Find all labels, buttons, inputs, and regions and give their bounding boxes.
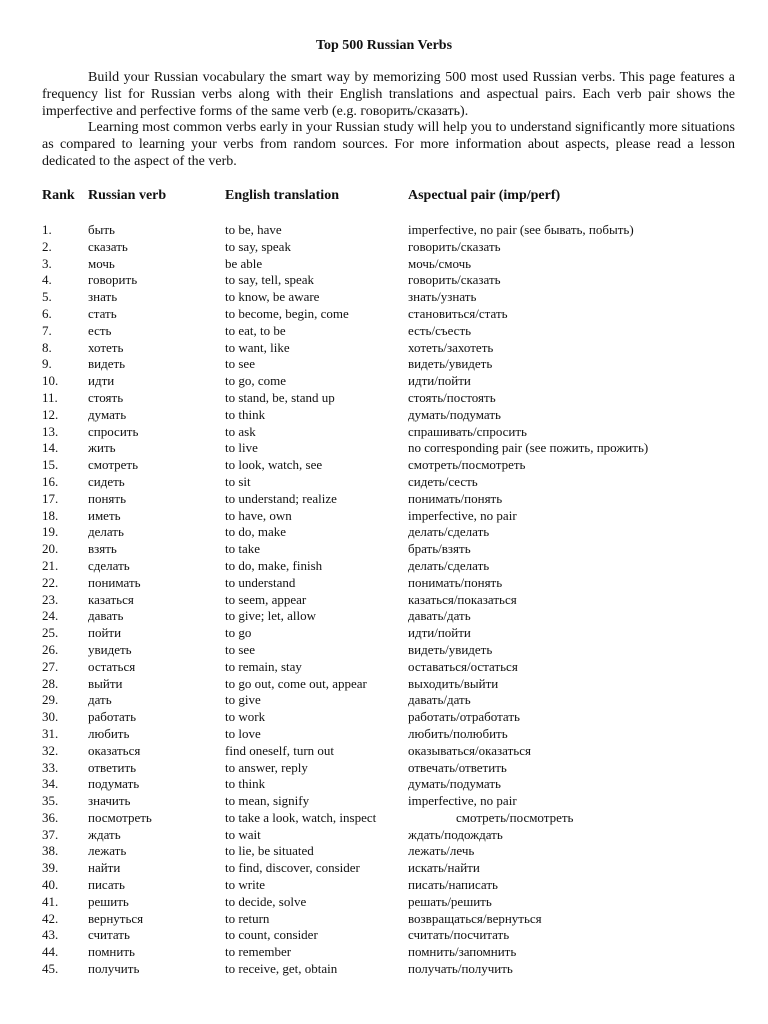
aspectual-pair-cell: no corresponding pair (see пожить, прожить)	[408, 440, 649, 456]
russian-verb-cell: понять	[88, 490, 127, 506]
rank-cell: 26.	[42, 641, 59, 657]
table-row	[42, 592, 742, 609]
table-row	[42, 608, 742, 625]
aspectual-pair-cell: работать/отработать	[408, 709, 520, 725]
table-row	[42, 272, 742, 289]
rank-cell: 14.	[42, 440, 59, 456]
rank-cell: 39.	[42, 860, 59, 876]
aspectual-pair-cell: давать/дать	[408, 692, 471, 708]
rank-cell: 38.	[42, 843, 59, 859]
rank-cell: 21.	[42, 557, 59, 573]
aspectual-pair-cell: давать/дать	[408, 608, 471, 624]
rank-cell: 32.	[42, 742, 59, 758]
english-translation-cell: to find, discover, consider	[225, 860, 360, 876]
rank-cell: 6.	[42, 305, 52, 321]
rank-cell: 13.	[42, 423, 59, 439]
aspectual-pair-cell: понимать/понять	[408, 490, 503, 506]
header-russian-verb: Russian verb	[88, 188, 167, 203]
table-row	[42, 843, 742, 860]
table-row	[42, 340, 742, 357]
aspectual-pair-cell: мочь/смочь	[408, 255, 472, 271]
english-translation-cell: find oneself, turn out	[225, 742, 335, 758]
table-row	[42, 424, 742, 441]
russian-verb-cell: спросить	[88, 423, 139, 439]
table-row	[42, 676, 742, 693]
aspectual-pair-cell: идти/пойти	[408, 373, 471, 389]
russian-verb-cell: считать	[88, 927, 130, 943]
aspectual-pair-cell: лежать/лечь	[408, 843, 475, 859]
russian-verb-cell: давать	[88, 608, 124, 624]
rank-cell: 11.	[42, 389, 58, 405]
aspectual-pair-cell: искать/найти	[408, 860, 480, 876]
english-translation-cell: to do, make, finish	[225, 557, 323, 573]
table-row	[42, 743, 742, 760]
russian-verb-cell: думать	[88, 406, 127, 422]
rank-cell: 37.	[42, 826, 59, 842]
english-translation-cell: to decide, solve	[225, 893, 307, 909]
rank-cell: 23.	[42, 591, 59, 607]
aspectual-pair-cell: ждать/подождать	[408, 826, 503, 842]
aspectual-pair-cell: отвечать/ответить	[408, 759, 507, 775]
rank-cell: 9.	[42, 356, 52, 372]
table-row	[42, 541, 742, 558]
rank-cell: 4.	[42, 272, 52, 288]
rank-cell: 25.	[42, 625, 59, 641]
english-translation-cell: to seem, appear	[225, 591, 307, 607]
aspectual-pair-cell: смотреть/посмотреть	[408, 457, 526, 473]
aspectual-pair-cell: оказываться/оказаться	[408, 742, 531, 758]
aspectual-pair-cell: возвращаться/вернуться	[408, 910, 542, 926]
rank-cell: 8.	[42, 339, 52, 355]
aspectual-pair-cell: imperfective, no pair	[408, 793, 517, 809]
aspectual-pair-cell: imperfective, no pair	[408, 507, 517, 523]
english-translation-cell: to think	[225, 776, 266, 792]
english-translation-cell: to remain, stay	[225, 658, 302, 674]
table-row	[42, 306, 742, 323]
aspectual-pair-cell: смотреть/посмотреть	[456, 809, 574, 825]
aspectual-pair-cell: говорить/сказать	[408, 272, 501, 288]
russian-verb-cell: дать	[88, 692, 112, 708]
russian-verb-cell: подумать	[88, 776, 140, 792]
english-translation-cell: to eat, to be	[225, 322, 286, 338]
russian-verb-cell: казаться	[88, 591, 134, 607]
english-translation-cell: to take a look, watch, inspect	[225, 809, 377, 825]
table-row	[42, 289, 742, 306]
english-translation-cell: to be, have	[225, 222, 282, 237]
aspectual-pair-cell: казаться/показаться	[408, 591, 517, 607]
intro-paragraph: Build your Russian vocabulary the smart way by memorizing 500 most used Russian verbs. This page features a frequency list for Russian verbs along with their English translations and aspectual pairs. Each verb pair shows the imperfective and perfective forms of the same verb (e.g. говорить/сказать).	[42, 70, 735, 119]
russian-verb-cell: жить	[88, 440, 116, 456]
aspectual-pair-cell: считать/посчитать	[408, 927, 510, 943]
rank-cell: 31.	[42, 725, 59, 741]
table-row	[42, 877, 742, 894]
russian-verb-cell: делать	[88, 524, 124, 540]
english-translation-cell: to understand; realize	[225, 490, 337, 506]
aspectual-pair-cell: писать/написать	[408, 877, 498, 893]
russian-verb-cell: знать	[88, 289, 118, 305]
aspectual-pair-cell: делать/сделать	[408, 524, 490, 540]
table-row	[42, 491, 742, 508]
table-row	[42, 440, 742, 457]
table-row	[42, 575, 742, 592]
english-translation-cell: to see	[225, 356, 255, 372]
table-row	[42, 642, 742, 659]
russian-verb-cell: выйти	[88, 675, 123, 691]
english-translation-cell: to sit	[225, 473, 251, 489]
rank-cell: 3.	[42, 255, 52, 271]
russian-verb-cell: мочь	[88, 255, 115, 271]
table-row	[42, 776, 742, 793]
english-translation-cell: to live	[225, 440, 258, 456]
rank-cell: 7.	[42, 322, 52, 338]
russian-verb-cell: пойти	[88, 625, 122, 641]
aspectual-pair-cell: становиться/стать	[408, 305, 508, 321]
russian-verb-cell: любить	[88, 725, 130, 741]
table-row	[42, 222, 742, 239]
table-row	[42, 894, 742, 911]
russian-verb-cell: говорить	[88, 272, 138, 288]
rank-cell: 15.	[42, 457, 59, 473]
english-translation-cell: to look, watch, see	[225, 457, 323, 473]
english-translation-cell: to work	[225, 709, 266, 725]
english-translation-cell: to think	[225, 406, 266, 422]
rank-cell: 24.	[42, 608, 59, 624]
english-translation-cell: to lie, be situated	[225, 843, 314, 859]
table-row	[42, 810, 742, 827]
aspectual-pair-cell: делать/сделать	[408, 557, 490, 573]
aspectual-pair-cell: imperfective, no pair (see бывать, побыть)	[408, 222, 634, 237]
russian-verb-cell: найти	[88, 860, 121, 876]
table-row	[42, 407, 742, 424]
header-english-translation: English translation	[225, 188, 339, 203]
table-row	[42, 524, 742, 541]
rank-cell: 16.	[42, 473, 59, 489]
table-row	[42, 508, 742, 525]
english-translation-cell: to ask	[225, 423, 256, 439]
rank-cell: 17.	[42, 490, 59, 506]
rank-cell: 40.	[42, 877, 59, 893]
english-translation-cell: to love	[225, 725, 261, 741]
header-rank: Rank	[42, 188, 75, 203]
english-translation-cell: to give; let, allow	[225, 608, 316, 624]
rank-cell: 18.	[42, 507, 59, 523]
rank-cell: 28.	[42, 675, 59, 691]
russian-verb-cell: смотреть	[88, 457, 139, 473]
english-translation-cell: to understand	[225, 574, 296, 590]
russian-verb-cell: ждать	[88, 826, 121, 842]
english-translation-cell: to count, consider	[225, 927, 318, 943]
english-translation-cell: to answer, reply	[225, 759, 308, 775]
rank-cell: 10.	[42, 373, 59, 389]
rank-cell: 44.	[42, 944, 59, 960]
table-row	[42, 911, 742, 928]
table-row	[42, 659, 742, 676]
russian-verb-cell: быть	[88, 222, 115, 237]
table-row	[42, 373, 742, 390]
russian-verb-cell: значить	[88, 793, 131, 809]
table-row	[42, 827, 742, 844]
aspectual-pair-cell: думать/подумать	[408, 776, 501, 792]
table-row	[42, 860, 742, 877]
header-aspectual-pair: Aspectual pair (imp/perf)	[408, 188, 561, 203]
aspectual-pair-cell: решать/решить	[408, 893, 492, 909]
aspectual-pair-cell: оставаться/остаться	[408, 658, 518, 674]
russian-verb-cell: сказать	[88, 238, 128, 254]
russian-verb-cell: увидеть	[88, 641, 132, 657]
english-translation-cell: to say, speak	[225, 238, 291, 254]
english-translation-cell: to write	[225, 877, 266, 893]
table-row	[42, 239, 742, 256]
russian-verb-cell: получить	[88, 961, 140, 977]
rank-cell: 29.	[42, 692, 59, 708]
aspectual-pair-cell: хотеть/захотеть	[408, 339, 494, 355]
table-row	[42, 390, 742, 407]
russian-verb-cell: решить	[88, 893, 129, 909]
russian-verb-cell: остаться	[88, 658, 136, 674]
table-row	[42, 944, 742, 961]
aspectual-pair-cell: есть/съесть	[408, 322, 472, 338]
russian-verb-cell: стать	[88, 305, 117, 321]
intro-paragraph: Learning most common verbs early in your Russian study will help you to understand significantly more situations as compared to learning your verbs from random sources. For more information about aspects, please read a lesson dedicated to the aspect of the verb.	[42, 120, 735, 169]
english-translation-cell: to go	[225, 625, 252, 641]
english-translation-cell: to wait	[225, 826, 261, 842]
table-row	[42, 927, 742, 944]
russian-verb-cell: ответить	[88, 759, 137, 775]
english-translation-cell: to become, begin, come	[225, 305, 349, 321]
russian-verb-cell: работать	[88, 709, 137, 725]
rank-cell: 41.	[42, 893, 59, 909]
aspectual-pair-cell: стоять/постоять	[408, 389, 496, 405]
russian-verb-cell: понимать	[88, 574, 141, 590]
english-translation-cell: to have, own	[225, 507, 292, 523]
intro-text	[42, 70, 735, 171]
russian-verb-cell: иметь	[88, 507, 121, 523]
aspectual-pair-cell: понимать/понять	[408, 574, 503, 590]
aspectual-pair-cell: сидеть/сесть	[408, 473, 478, 489]
table-row	[42, 474, 742, 491]
english-translation-cell: to go out, come out, appear	[225, 675, 367, 691]
aspectual-pair-cell: думать/подумать	[408, 406, 501, 422]
rank-cell: 2.	[42, 238, 52, 254]
russian-verb-cell: есть	[88, 322, 112, 338]
table-row	[42, 457, 742, 474]
rank-cell: 35.	[42, 793, 59, 809]
table-row	[42, 709, 742, 726]
russian-verb-cell: идти	[88, 373, 115, 389]
rank-cell: 1.	[42, 222, 52, 237]
table-row	[42, 961, 742, 978]
russian-verb-cell: сделать	[88, 557, 130, 573]
russian-verb-cell: оказаться	[88, 742, 141, 758]
rank-cell: 5.	[42, 289, 52, 305]
rank-cell: 27.	[42, 658, 59, 674]
english-translation-cell: to know, be aware	[225, 289, 320, 305]
table-row	[42, 625, 742, 642]
english-translation-cell: be able	[225, 255, 263, 271]
table-row	[42, 793, 742, 810]
rank-cell: 19.	[42, 524, 59, 540]
russian-verb-cell: видеть	[88, 356, 126, 372]
rank-cell: 12.	[42, 406, 59, 422]
russian-verb-cell: хотеть	[88, 339, 124, 355]
english-translation-cell: to say, tell, speak	[225, 272, 315, 288]
rank-cell: 36.	[42, 809, 59, 825]
english-translation-cell: to mean, signify	[225, 793, 310, 809]
rank-cell: 20.	[42, 541, 59, 557]
aspectual-pair-cell: любить/полюбить	[408, 725, 508, 741]
rank-cell: 42.	[42, 910, 59, 926]
table-row	[42, 726, 742, 743]
english-translation-cell: to do, make	[225, 524, 287, 540]
aspectual-pair-cell: выходить/выйти	[408, 675, 499, 691]
verb-table	[42, 222, 742, 978]
table-row	[42, 760, 742, 777]
english-translation-cell: to stand, be, stand up	[225, 389, 335, 405]
aspectual-pair-cell: видеть/увидеть	[408, 641, 493, 657]
english-translation-cell: to take	[225, 541, 261, 557]
russian-verb-cell: сидеть	[88, 473, 125, 489]
english-translation-cell: to remember	[225, 944, 292, 960]
table-row	[42, 558, 742, 575]
aspectual-pair-cell: знать/узнать	[408, 289, 477, 305]
aspectual-pair-cell: спрашивать/спросить	[408, 423, 527, 439]
table-row	[42, 256, 742, 273]
english-translation-cell: to receive, get, obtain	[225, 961, 338, 977]
table-row	[42, 356, 742, 373]
rank-cell: 45.	[42, 961, 59, 977]
aspectual-pair-cell: получать/получить	[408, 961, 513, 977]
english-translation-cell: to return	[225, 910, 270, 926]
page-title: Top 500 Russian Verbs	[315, 38, 453, 53]
russian-verb-cell: посмотреть	[88, 809, 152, 825]
rank-cell: 43.	[42, 927, 59, 943]
russian-verb-cell: вернуться	[88, 910, 144, 926]
aspectual-pair-cell: помнить/запомнить	[408, 944, 517, 960]
table-row	[42, 323, 742, 340]
rank-cell: 34.	[42, 776, 59, 792]
english-translation-cell: to go, come	[225, 373, 287, 389]
table-header	[42, 188, 742, 206]
english-translation-cell: to give	[225, 692, 261, 708]
russian-verb-cell: лежать	[88, 843, 127, 859]
russian-verb-cell: стоять	[88, 389, 124, 405]
russian-verb-cell: взять	[88, 541, 117, 557]
aspectual-pair-cell: видеть/увидеть	[408, 356, 493, 372]
rank-cell: 22.	[42, 574, 59, 590]
english-translation-cell: to see	[225, 641, 255, 657]
rank-cell: 33.	[42, 759, 59, 775]
english-translation-cell: to want, like	[225, 339, 290, 355]
table-row	[42, 692, 742, 709]
russian-verb-cell: помнить	[88, 944, 135, 960]
aspectual-pair-cell: брать/взять	[408, 541, 471, 557]
rank-cell: 30.	[42, 709, 59, 725]
russian-verb-cell: писать	[88, 877, 125, 893]
aspectual-pair-cell: говорить/сказать	[408, 238, 501, 254]
aspectual-pair-cell: идти/пойти	[408, 625, 471, 641]
